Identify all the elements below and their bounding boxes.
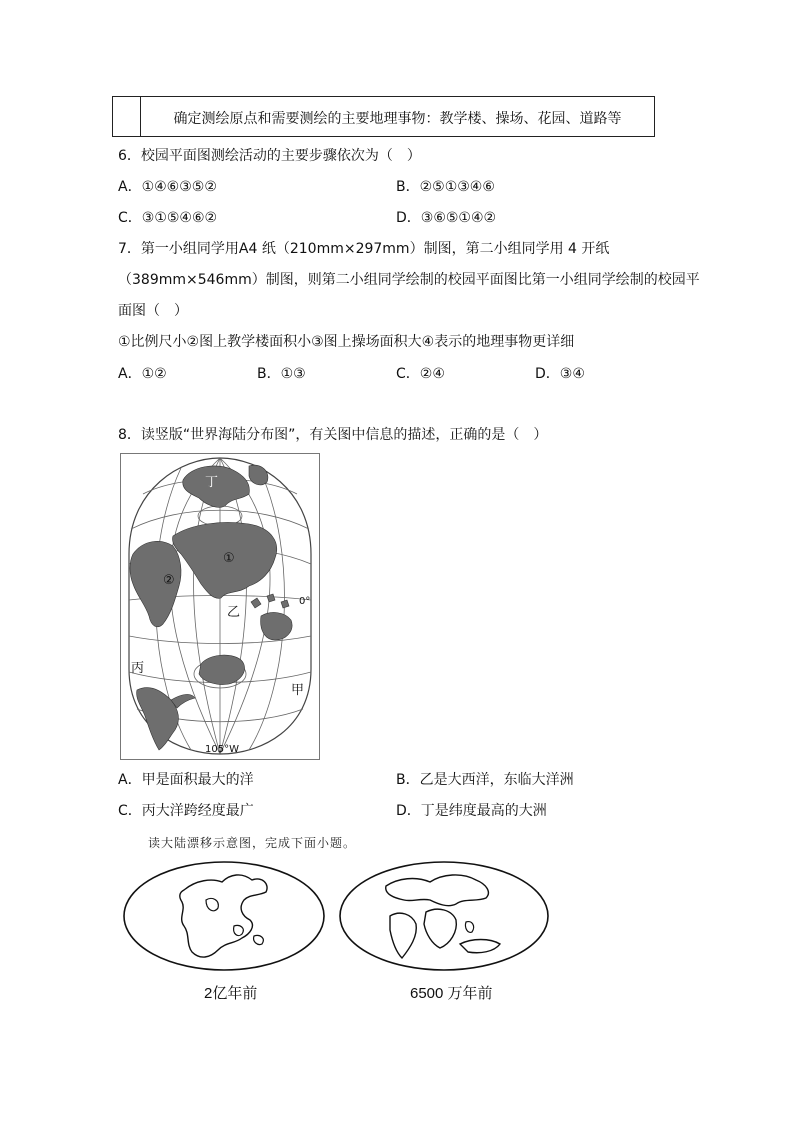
caption-65ma: 6500 万年前 (410, 985, 493, 1002)
q8-option-b[interactable]: B．乙是大西洋，东临大洋洲 (396, 772, 574, 788)
south-america-outline (390, 913, 416, 958)
q7-option-b[interactable]: B．①③ (257, 366, 306, 382)
q6-option-a[interactable]: A．①④⑥③⑤② (118, 179, 217, 195)
label-equator: 0° (299, 596, 311, 607)
drift-map-200ma (124, 862, 324, 970)
q8-stem: 8．读竖版“世界海陆分布图”，有关图中信息的描述，正确的是（ ） (118, 427, 548, 443)
north-landmass-outline (386, 875, 489, 906)
q6-option-b[interactable]: B．②⑤①③④⑥ (396, 179, 495, 195)
india-outline (465, 922, 473, 933)
label-meridian: 105°W (205, 744, 239, 755)
q7-option-c[interactable]: C．②④ (396, 366, 445, 382)
australia-shape (261, 613, 292, 640)
label-jia: 甲 (291, 683, 305, 698)
q7-stem-line1: 7．第一小组同学用A4 纸（210mm×297mm）制图，第二小组同学用 4 开纸 (118, 241, 610, 257)
q6-stem: 6．校园平面图测绘活动的主要步骤依次为（ ） (118, 148, 421, 164)
q7-stem-line2: （389mm×546mm）制图，则第二小组同学绘制的校园平面图比第一小组同学绘制的校园平 (118, 272, 700, 288)
world-map-svg (121, 454, 319, 759)
q7-stem-line3: 面图（ ） (118, 303, 188, 319)
label-yi: 乙 (227, 605, 241, 620)
label-ding: 丁 (205, 475, 219, 490)
step-table (112, 96, 655, 137)
pangaea-outline (180, 875, 267, 957)
drift-maps (120, 860, 560, 978)
q7-statements: ①比例尺小②图上教学楼面积小③图上操场面积大④表示的地理事物更详细 (118, 334, 575, 350)
label-bing: 丙 (131, 661, 145, 676)
label-circle1: ① (223, 551, 235, 566)
australia-antarctica-outline (460, 940, 500, 953)
q6-option-d[interactable]: D．③⑥⑤①④② (396, 210, 497, 226)
q8-option-a[interactable]: A．甲是面积最大的洋 (118, 772, 254, 788)
world-map-figure (120, 453, 320, 760)
q6-option-c[interactable]: C．③①⑤④⑥② (118, 210, 218, 226)
africa-outline (424, 909, 456, 948)
drift-instruction: 读大陆漂移示意图，完成下面小题。 (148, 836, 357, 850)
antarctica-shape (199, 655, 245, 684)
q8-option-d[interactable]: D．丁是纬度最高的大洲 (396, 803, 547, 819)
label-circle2: ② (163, 573, 175, 588)
table-index-cell (113, 97, 141, 136)
table-row-text: 确定测绘原点和需要测绘的主要地理事物：教学楼、操场、花园、道路等 (173, 111, 622, 127)
drift-map-65ma (340, 862, 548, 970)
caption-200ma: 2亿年前 (204, 985, 258, 1002)
q7-option-d[interactable]: D．③④ (535, 366, 585, 382)
q7-option-a[interactable]: A．①② (118, 366, 167, 382)
q8-option-c[interactable]: C．丙大洋跨经度最广 (118, 803, 254, 819)
